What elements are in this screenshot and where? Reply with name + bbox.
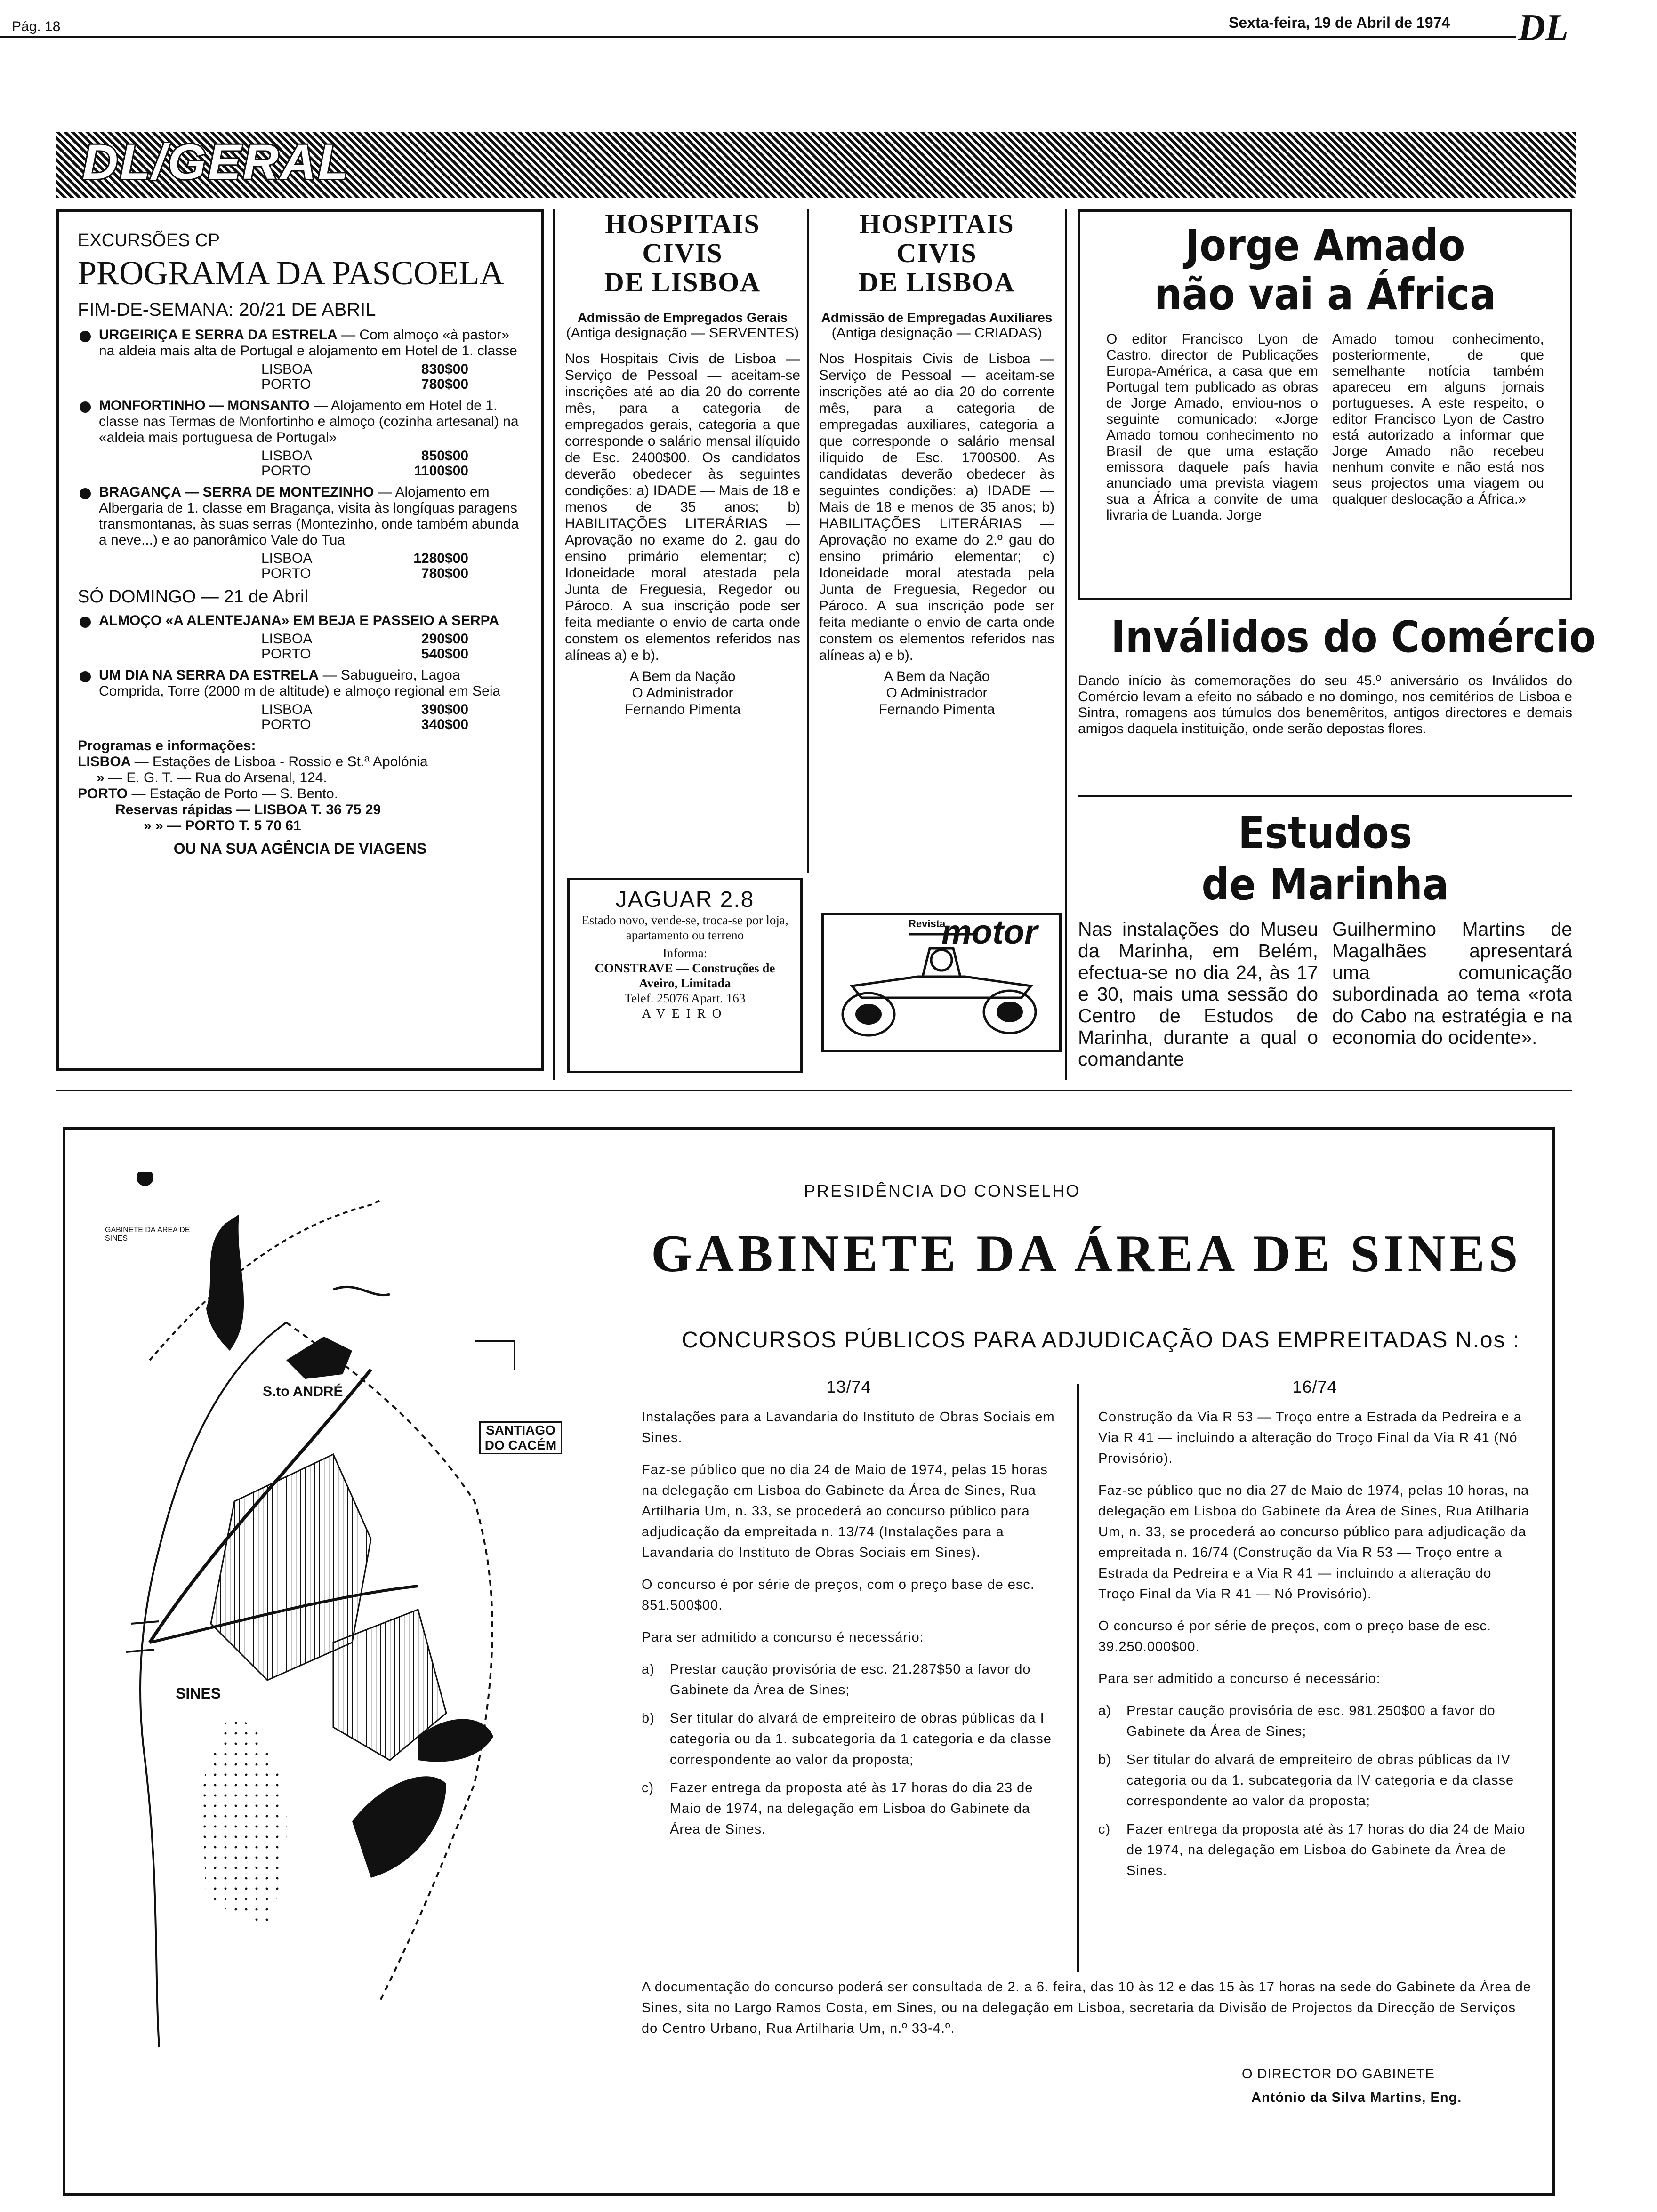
- hosp-sign: O Administrador: [632, 685, 733, 701]
- map-label-santiago: SANTIAGO DO CACÉM: [479, 1421, 562, 1454]
- sines-tender-ad: [63, 1127, 1555, 2196]
- jaguar-title: JAGUAR 2.8: [615, 887, 755, 912]
- tender-req: Fazer entrega da proposta até às 17 horas do dia 23 de Maio de 1974, na delegação em Lisboa do Gabinete da Área de Sines.: [670, 1780, 1033, 1837]
- cp-info: [78, 738, 523, 857]
- price-city: PORTO: [261, 717, 311, 732]
- tender-text: Faz-se público que no dia 27 de Maio de 1974, pelas 10 horas, na delegação em Lisboa do Gabinete da Área de Sines, Rua Atilharia Um, n. 33, se procederá ao concurso público para adjudicação da empreitada n. 16/74 (Construção da Via R 53 — Troço entre a Estrada da Pedreira e a Via R 41 — incluindo a alteração do Troço Final da Via R 41 — Nó Provisório).: [1098, 1483, 1529, 1602]
- tender-text: Faz-se público que no dia 24 de Maio de 1974, pelas 15 horas na delegação em Lisboa do Gabinete da Área de Sines, Rua Artilharia Um, n. 33, se procederá ao concurso público para adjudicação da empreitada n. 13/74 (Instalações para a Lavandaria do Instituto de Obras Sociais em Sines).: [642, 1462, 1048, 1560]
- tender-text: Para ser admitido a concurso é necessário:: [1098, 1671, 1381, 1686]
- price-value: 780$00: [421, 566, 468, 581]
- price-city: PORTO: [261, 646, 311, 662]
- column-rule: [553, 209, 555, 1080]
- price-city: LISBOA: [261, 631, 313, 647]
- price-value: 290$00: [421, 631, 468, 647]
- hosp-former: (Antiga designação — CRIADAS): [831, 325, 1042, 341]
- info-value: — Estação de Porto — S. Bento.: [131, 786, 338, 801]
- cp-item: [78, 484, 523, 581]
- jaguar-city: AVEIRO: [642, 1006, 728, 1020]
- price-city: LISBOA: [261, 702, 313, 717]
- cp-item: [78, 327, 523, 392]
- hosp-title: DE LISBOA: [858, 267, 1015, 297]
- info-value: — E. G. T. — Rua do Arsenal, 124.: [108, 770, 327, 785]
- motor-brand: motor: [941, 914, 1038, 951]
- price-value: 1100$00: [414, 463, 468, 479]
- motor-magazine-ad: [821, 913, 1062, 1052]
- cp-item-text: — Sabugueiro, Lagoa Comprida, Torre (2000 m de altitude) e almoço regional em Seia: [99, 667, 501, 699]
- info-key: Reservas rápidas — LISBOA: [115, 802, 307, 817]
- cp-item-text: — Com almoço «à pastor» na aldeia mais alta de Portugal e alojamento em Hotel de 1. classe: [99, 327, 517, 359]
- info-key: »: [97, 770, 105, 785]
- jaguar-text: Informa:: [662, 946, 708, 960]
- info-key: LISBOA: [78, 754, 131, 769]
- sines-title: GABINETE DA ÁREA DE SINES: [651, 1225, 1522, 1283]
- hosp-title: DE LISBOA: [604, 267, 761, 297]
- sines-area-map: [88, 1172, 635, 2104]
- hosp-sign: A Bem da Nação: [629, 669, 736, 684]
- invalidos-title: Inválidos do Comércio: [1111, 612, 1596, 662]
- hosp-title: HOSPITAIS CIVIS: [605, 208, 760, 268]
- tender-req: Prestar caução provisória de esc. 21.287$50 a favor do Gabinete da Área de Sines;: [670, 1662, 1031, 1698]
- tender-head: Instalações para a Lavandaria do Instituto de Obras Sociais em Sines.: [642, 1410, 1055, 1445]
- tender-req: Ser titular do alvará de empreiteiro de obras públicas da IV categoria ou da 1. subcategoria da IV categoria e da classe correspondente ao valor da proposta;: [1126, 1752, 1514, 1809]
- cp-item-head: URGEIRIÇA E SERRA DA ESTRELA: [99, 327, 338, 343]
- info-value: — Estações de Lisboa - Rossio e St.ª Apolónia: [134, 754, 428, 769]
- price-city: LISBOA: [261, 551, 313, 566]
- cp-prices: [261, 551, 468, 581]
- hosp-sign: O Administrador: [886, 685, 988, 701]
- tender-text: O concurso é por série de preços, com o preço base de esc. 851.500$00.: [642, 1577, 1035, 1613]
- tender-req: Ser titular do alvará de empreiteiro de obras públicas da I categoria ou da 1. subcategoria da 1 categoria e da classe correspondente ao valor da proposta;: [670, 1711, 1052, 1767]
- hosp-former: (Antiga designação — SERVENTES): [566, 325, 799, 341]
- hosp-subtitle: Admissão de Empregadas Auxiliares: [821, 310, 1053, 325]
- hospital-ad-general: [565, 209, 800, 718]
- tender-16-74: 16/74 Construção da Via R 53 — Troço entre a Estrada da Pedreira e a Via R 41 — incluindo a alteração do Troço Final da Via R 41 (Nó Provisório). Faz-se público que no dia 27 de Maio de 1974, pelas 10 horas, na delegação em Lisboa do Gabinete da Área de Sines, Rua Atilharia Um, n. 33, se procederá ao concurso público para adjudicação da empreitada n. 16/74 (Construção da Via R 53 — Troço entre a Estrada da Pedreira e a Via R 41 — incluindo a alteração do Troço Final da Via R 41 — Nó Provisório). O concurso é por série de preços, com o preço base de esc. 39.250.000$00. Para ser admitido a concurso é necessário: a) Prestar caução provisória de esc. 981.250$00 a favor do Gabinete da Área de Sines; b) Ser titular do alvará de empreiteiro de obras públicas da IV categoria ou da 1. subcategoria da IV categoria e da classe correspondente ao valor da proposta; c) Fazer entrega da proposta até às 17 horas do dia 24 de Maio de 1974, na delegação em Lisboa do Gabinete da Área de Sines.: [1098, 1377, 1531, 1889]
- map-label-sines: SINES: [176, 1685, 221, 1702]
- cp-excursions-box: [56, 209, 544, 1071]
- jorge-amado-article: [1078, 209, 1572, 600]
- price-city: PORTO: [261, 566, 311, 581]
- price-city: PORTO: [261, 463, 311, 479]
- tender-head: Construção da Via R 53 — Troço entre a Estrada da Pedreira e a Via R 41 — incluindo a alteração do Troço Final da Via R 41 (Nó Provisório).: [1098, 1410, 1522, 1466]
- cp-item: [78, 613, 523, 662]
- map-legend: GABINETE DA ÁREA DE SINES: [105, 1226, 190, 1242]
- price-value: 390$00: [421, 702, 468, 717]
- section-title: DL/GERAL: [82, 135, 350, 190]
- jorge-title: não vai a África: [1154, 269, 1496, 320]
- tender-number: 13/74: [826, 1377, 871, 1396]
- hosp-sign: Fernando Pimenta: [878, 702, 995, 717]
- info-value: T. 5 70 61: [239, 818, 301, 834]
- cp-prices: [261, 632, 468, 662]
- price-value: 850$00: [421, 448, 468, 464]
- tender-text: Para ser admitido a concurso é necessário:: [642, 1630, 924, 1645]
- cp-item-head: BRAGANÇA — SERRA DE MONTEZINHO: [99, 484, 374, 500]
- column-rule: [1077, 1384, 1079, 1972]
- cp-prices: [261, 449, 468, 479]
- map-label-santo-andre: S.to ANDRÉ: [263, 1384, 343, 1399]
- cp-item-text: — Alojamento em Hotel de 1. classe nas Termas de Monfortinho e almoço (cozinha artesanal) na «aldeia mais portuguesa de Portugal»: [99, 398, 519, 445]
- estudos-col-right: Guilhermino Martins de Magalhães apresentará uma comunicação subordinada ao tema «rota do Cabo na estratégia e na economia do ocidente».: [1332, 918, 1572, 1048]
- divider: [1078, 795, 1572, 797]
- cp-footer: OU NA SUA AGÊNCIA DE VIAGENS: [173, 840, 427, 857]
- cp-item: [78, 667, 523, 732]
- cp-item-head: UM DIA NA SERRA DA ESTRELA: [99, 667, 319, 683]
- director-title: O DIRECTOR DO GABINETE: [1242, 2067, 1435, 2082]
- cp-prices: [261, 702, 468, 732]
- cp-item-head: ALMOÇO «A ALENTEJANA» EM BEJA E PASSEIO A SERPA: [99, 613, 499, 628]
- jaguar-company: CONSTRAVE — Construções de Aveiro, Limitada: [595, 961, 775, 990]
- tender-footnote: A documentação do concurso poderá ser consultada de 2. a 6. feira, das 10 às 12 e das 15 às 17 horas na sede do Gabinete da Área de Sines, sita no Largo Ramos Costa, em Sines, ou na delegação em Lisboa, secretaria da Divisão de Projectos da Direcção de Serviços do Centro Urbano, Rua Artilharia Um, n.º 33-4.º.: [642, 1980, 1531, 2036]
- cp-weekend: FIM-DE-SEMANA: 20/21 DE ABRIL: [78, 299, 376, 320]
- price-value: 1280$00: [413, 551, 468, 566]
- tender-req: Prestar caução provisória de esc. 981.250$00 a favor do Gabinete da Área de Sines;: [1126, 1703, 1496, 1739]
- column-rule: [1065, 209, 1067, 1080]
- director-name: António da Silva Martins, Eng.: [1251, 2090, 1462, 2105]
- price-value: 830$00: [421, 361, 468, 377]
- cp-info-title: Programas e informações:: [78, 738, 256, 753]
- tender-13-74: 13/74 Instalações para a Lavandaria do Instituto de Obras Sociais em Sines. Faz-se público que no dia 24 de Maio de 1974, pelas 15 horas na delegação em Lisboa do Gabinete da Área de Sines, Rua Artilharia Um, n. 33, se procederá ao concurso público para adjudicação da empreitada n. 13/74 (Instalações para a Lavandaria do Instituto de Obras Sociais em Sines). O concurso é por série de preços, com o preço base de esc. 851.500$00. Para ser admitido a concurso é necessário: a) Prestar caução provisória de esc. 21.287$50 a favor do Gabinete da Área de Sines; b) Ser titular do alvará de empreiteiro de obras públicas da I categoria ou da 1. subcategoria da 1 categoria e da classe correspondente ao valor da proposta; c) Fazer entrega da proposta até às 17 horas do dia 23 de Maio de 1974, na delegação em Lisboa do Gabinete da Área de Sines.: [642, 1377, 1056, 1847]
- cp-title: PROGRAMA DA PASCOELA: [78, 254, 504, 292]
- hospital-ad-auxiliary: [819, 209, 1054, 718]
- header-rule: [0, 36, 1516, 38]
- hosp-title: HOSPITAIS CIVIS: [859, 208, 1014, 268]
- cp-item-head: MONFORTINHO — MONSANTO: [99, 398, 310, 413]
- cp-sunday: SÓ DOMINGO — 21 de Abril: [78, 587, 308, 607]
- jorge-title: Jorge Amado: [1185, 220, 1465, 271]
- column-rule: [807, 209, 809, 873]
- cp-item: [78, 398, 523, 479]
- jaguar-text: Estado novo, vende-se, troca-se por loja, apartamento ou terreno: [581, 913, 788, 942]
- divider: [56, 1090, 1572, 1091]
- hosp-body: Nos Hospitais Civis de Lisboa — Serviço de Pessoal — aceitam-se inscrições até ao dia 20 do corrente mês, para a categoria de empregados gerais, categoria a que corresponde o salário mensal ilíquido de Esc. 2400$00. Os candidatos deverão obedecer às seguintes condições: a) IDADE — Mais de 18 e menos de 35 anos; b) HABILITAÇÕES LITERÁRIAS — Aprovação no exame do 2. gau do ensino primário elementar; c) Idoneidade moral atestada pela Junta de Freguesia, Regedor ou Pároco. A sua inscrição pode ser feita mediante o envio de carta onde constem os elementos referidos nas alíneas a) e b).: [565, 351, 800, 663]
- cp-kicker: EXCURSÕES CP: [78, 231, 220, 250]
- info-key: » » — PORTO: [144, 818, 235, 834]
- cp-prices: [261, 362, 468, 392]
- price-city: PORTO: [261, 377, 311, 392]
- tender-text: O concurso é por série de preços, com o preço base de esc. 39.250.000$00.: [1098, 1619, 1491, 1654]
- issue-date: Sexta-feira, 19 de Abril de 1974: [1229, 14, 1450, 31]
- info-key: PORTO: [78, 786, 128, 801]
- hosp-body: Nos Hospitais Civis de Lisboa — Serviço de Pessoal — aceitam-se inscrições até ao dia 20 do corrente mês, para a categoria de empregadas auxiliares, categoria a que corresponde o salário mensal ilíquido de Esc. 1700$00. As candidatas deverão obedecer às seguintes condições: a) IDADE — Mais de 18 e menos de 35 anos; b) HABILITAÇÕES LITERÁRIAS — Aprovação no exame do 2.º gau do ensino primário elementar; c) Idoneidade moral atestada pela Junta de Freguesia, Regedor ou Pároco. A sua inscrição pode ser feita mediante o envio de carta onde constem os elementos referidos nas alíneas a) e b).: [819, 351, 1054, 663]
- price-city: LISBOA: [261, 361, 313, 377]
- hosp-sign: Fernando Pimenta: [624, 702, 741, 717]
- price-value: 340$00: [421, 717, 468, 732]
- cp-item-text: — Alojamento em Albergaria de 1. classe em Bragança, visita às longíquas paragens transmontanas, às suas serras (Montezinho, onde também abunda a neve...) e ao panorâmico Vale do Tua: [99, 484, 519, 548]
- estudos-title: de Marinha: [1201, 859, 1449, 910]
- invalidos-body: Dando início às comemorações do seu 45.º aniversário os Inválidos do Comércio levam a efeito no sábado e no domingo, nos cemitérios de Lisboa e Sintra, romagens aos túmulos dos benemêritos, antigos directores e demais amigos daquela instituição, onde serão depostas flores.: [1078, 673, 1572, 737]
- hosp-sign: A Bem da Nação: [884, 669, 990, 684]
- sines-subtitle: CONCURSOS PÚBLICOS PARA ADJUDICAÇÃO DAS EMPREITADAS N.os :: [682, 1328, 1520, 1353]
- page-number: Pág. 18: [12, 19, 61, 34]
- price-value: 780$00: [421, 377, 468, 392]
- jaguar-phone: Telef. 25076 Apart. 163: [624, 991, 746, 1005]
- jorge-col-right: Amado tomou conhecimento, posteriormente, de que semelhante notícia também apareceu em alguns jornais portugueses. A este respeito, o editor Francisco Lyon de Castro está autorizado a informar que Jorge Amado não recebeu nenhum convite e não está nos seus projectos uma viagem ou qualquer deslocação a África.»: [1332, 331, 1544, 507]
- price-city: LISBOA: [261, 448, 313, 464]
- motor-tag: Revista: [909, 918, 946, 930]
- estudos-article: [1078, 807, 1572, 1070]
- jaguar-classified: [567, 878, 803, 1073]
- estudos-col-left: Nas instalações do Museu da Marinha, em Belém, efectua-se no dia 24, às 17 e 30, mais uma sessão do Centro de Estudos de Marinha, durante a qual o comandante: [1078, 918, 1318, 1070]
- price-value: 540$00: [421, 646, 468, 662]
- hosp-subtitle: Admissão de Empregados Gerais: [577, 310, 788, 325]
- sines-kicker: PRESIDÊNCIA DO CONSELHO: [804, 1181, 1081, 1201]
- jorge-col-left: O editor Francisco Lyon de Castro, director de Publicações Europa-América, a casa que em Portugal tem publicado as obras de Jorge Amado, enviou-nos o seguinte comunicado: «Jorge Amado tomou conhecimento no Brasil de que uma estação emissora daquele país havia anunciado uma prevista viagem sua a África a convite de uma livraria de Luanda. Jorge: [1106, 331, 1318, 523]
- info-value: T. 36 75 29: [311, 802, 381, 817]
- newspaper-logo: DL: [1518, 7, 1569, 48]
- map-drawing: [88, 1172, 635, 2104]
- estudos-title: Estudos: [1238, 808, 1412, 858]
- tender-number: 16/74: [1292, 1377, 1337, 1396]
- tender-req: Fazer entrega da proposta até às 17 horas do dia 24 de Maio de 1974, na delegação em Lisboa do Gabinete da Área de Sines.: [1126, 1822, 1526, 1878]
